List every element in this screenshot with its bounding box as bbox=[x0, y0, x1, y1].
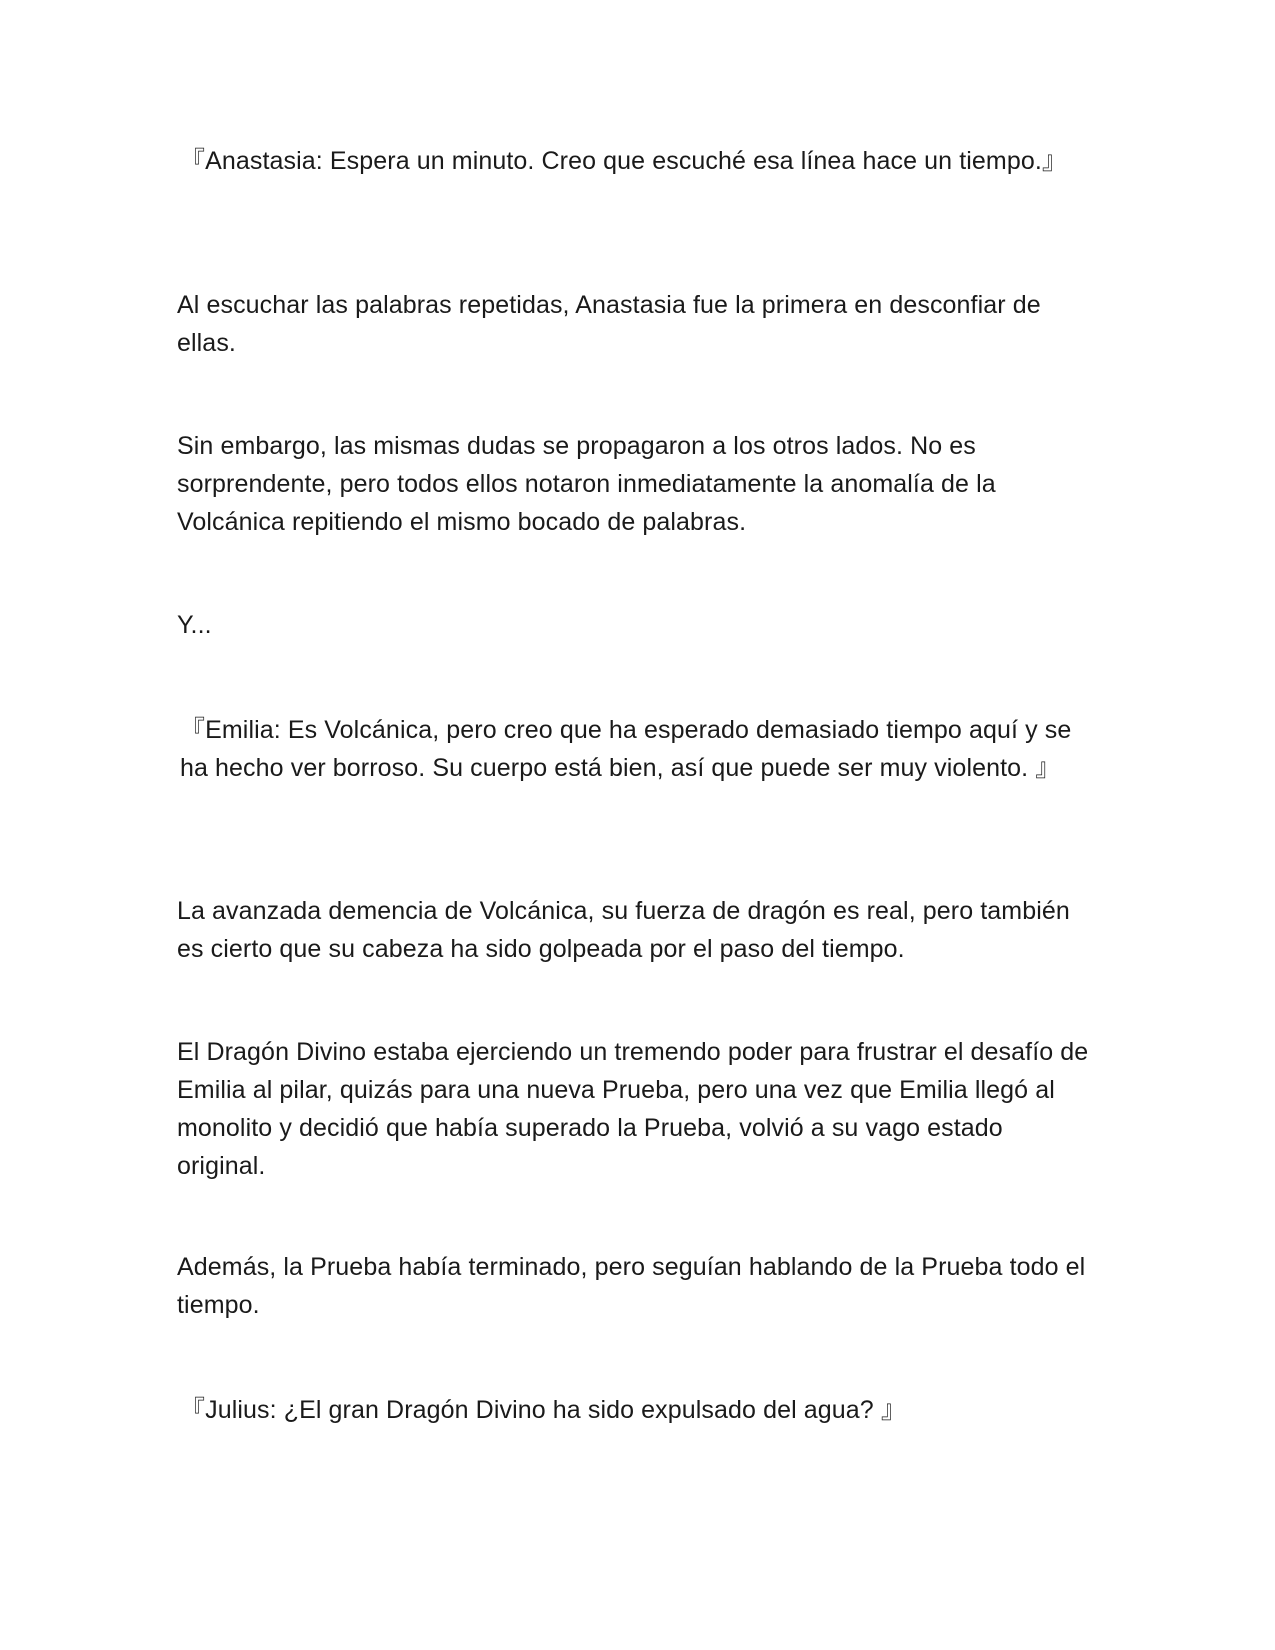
paragraph-narration-2: Sin embargo, las mismas dudas se propagaron a los otros lados. No es sorprendente, pero todos ellos notaron inmediatamente la anomalía de la Volcánica repitiendo el mismo bocado de palabras. bbox=[177, 432, 996, 536]
paragraph-narration-1: Al escuchar las palabras repetidas, Anastasia fue la primera en desconfiar de ellas. bbox=[177, 291, 1041, 357]
paragraph-narration-6: Además, la Prueba había terminado, pero seguían hablando de la Prueba todo el tiempo. bbox=[177, 1253, 1086, 1319]
paragraph-narration-4: La avanzada demencia de Volcánica, su fuerza de dragón es real, pero también es cierto que su cabeza ha sido golpeada por el paso del tiempo. bbox=[177, 897, 1070, 963]
paragraph-julius-dialogue: 『Julius: ¿El gran Dragón Divino ha sido expulsado del agua? 』 bbox=[180, 1396, 906, 1424]
paragraph-narration-5: El Dragón Divino estaba ejerciendo un tremendo poder para frustrar el desafío de Emilia al pilar, quizás para una nueva Prueba, pero una vez que Emilia llegó al monolito y decidió que había superado la Prueba, volvió a su vago estado original. bbox=[177, 1038, 1089, 1180]
paragraph-narration-3: Y... bbox=[177, 611, 212, 639]
paragraph-anastasia-dialogue: 『Anastasia: Espera un minuto. Creo que escuché esa línea hace un tiempo.』 bbox=[180, 147, 1067, 175]
paragraph-emilia-dialogue: 『Emilia: Es Volcánica, pero creo que ha esperado demasiado tiempo aquí y se ha hecho ver borroso. Su cuerpo está bien, así que puede ser muy violento. 』 bbox=[180, 716, 1072, 782]
